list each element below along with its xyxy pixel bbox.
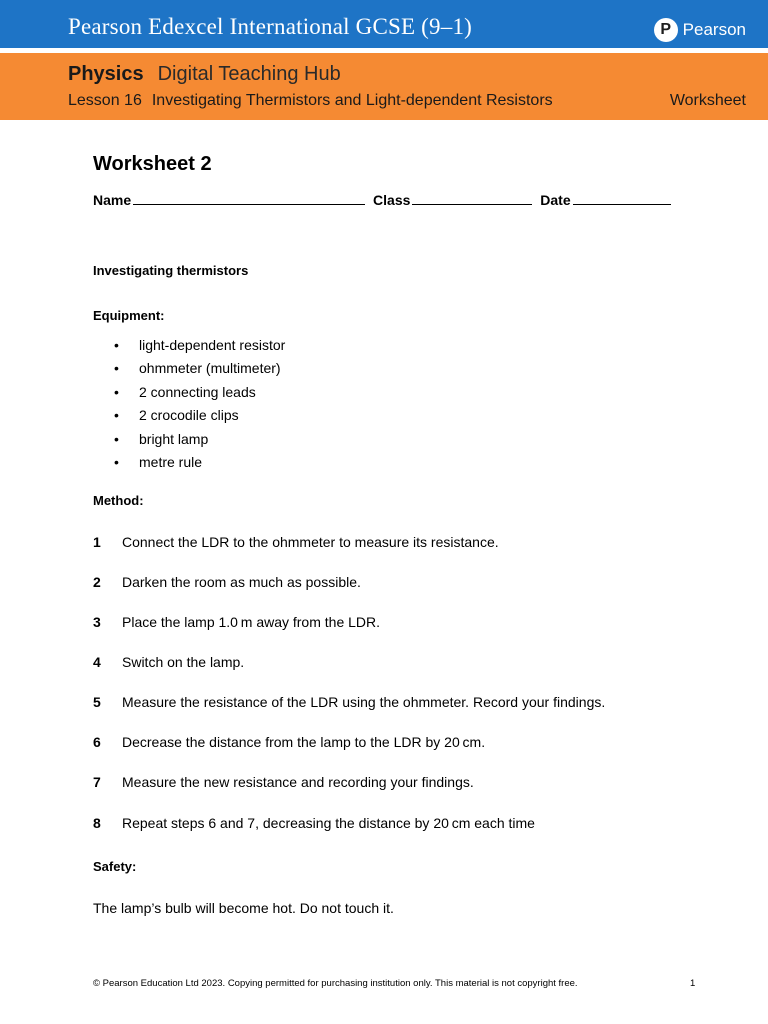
name-field[interactable]: [133, 191, 365, 205]
bullet-icon: •: [114, 360, 119, 376]
worksheet-heading: Worksheet 2: [93, 153, 212, 175]
bullet-icon: •: [114, 337, 119, 353]
bullet-icon: •: [114, 384, 119, 400]
method-step: 6 Decrease the distance from the lamp to the LDR by 20 cm.: [93, 734, 486, 750]
brand-name: Pearson: [682, 20, 746, 39]
method-step: 5 Measure the resistance of the LDR using the ohmmeter. Record your findings.: [93, 694, 606, 710]
method-step: 4 Switch on the lamp.: [93, 654, 245, 670]
qualification-title: Pearson Edexcel International GCSE (9–1): [68, 14, 472, 39]
method-step: 8 Repeat steps 6 and 7, decreasing the distance by 20 cm each time: [93, 815, 535, 831]
bullet-icon: •: [114, 454, 119, 470]
date-field[interactable]: [573, 191, 671, 205]
name-label: Name: [93, 192, 132, 208]
top-banner: [0, 0, 768, 48]
pearson-logo-icon: P: [654, 18, 678, 42]
class-label: Class: [373, 192, 411, 208]
subject-banner: [0, 53, 768, 120]
safety-label: Safety:: [93, 859, 137, 874]
copyright-footer: © Pearson Education Ltd 2023. Copying permitted for purchasing institution only. This material is not copyright free.: [93, 978, 578, 989]
subject-name: Physics: [68, 63, 144, 85]
page-number: 1: [690, 978, 696, 989]
hub-name: Digital Teaching Hub: [157, 63, 341, 85]
method-step: 2 Darken the room as much as possible.: [93, 574, 361, 590]
subject-heading: [68, 62, 341, 86]
lesson-number: Lesson 16: [68, 92, 142, 109]
method-label: Method:: [93, 493, 144, 508]
equipment-item: • metre rule: [114, 454, 203, 470]
safety-text: The lamp’s bulb will become hot. Do not touch it.: [93, 900, 394, 916]
pearson-brand: [654, 16, 746, 44]
equipment-item: • 2 crocodile clips: [114, 407, 239, 423]
method-step: 1 Connect the LDR to the ohmmeter to measure its resistance.: [93, 534, 499, 550]
method-step: 7 Measure the new resistance and recording your findings.: [93, 774, 474, 790]
date-label: Date: [540, 192, 571, 208]
document-type: Worksheet: [669, 92, 746, 109]
equipment-item: • light-dependent resistor: [114, 337, 286, 353]
student-details-row: [93, 191, 675, 209]
lesson-title: Investigating Thermistors and Light-dependent Resistors: [151, 92, 553, 109]
lesson-heading: [68, 91, 553, 111]
bullet-icon: •: [114, 407, 119, 423]
method-step: 3 Place the lamp 1.0 m away from the LDR.: [93, 614, 381, 630]
equipment-item: • bright lamp: [114, 431, 209, 447]
bullet-icon: •: [114, 431, 119, 447]
section-title: Investigating thermistors: [93, 263, 249, 278]
class-field[interactable]: [412, 191, 532, 205]
equipment-label: Equipment:: [93, 308, 165, 323]
equipment-item: • 2 connecting leads: [114, 384, 256, 400]
equipment-item: • ohmmeter (multimeter): [114, 360, 281, 376]
